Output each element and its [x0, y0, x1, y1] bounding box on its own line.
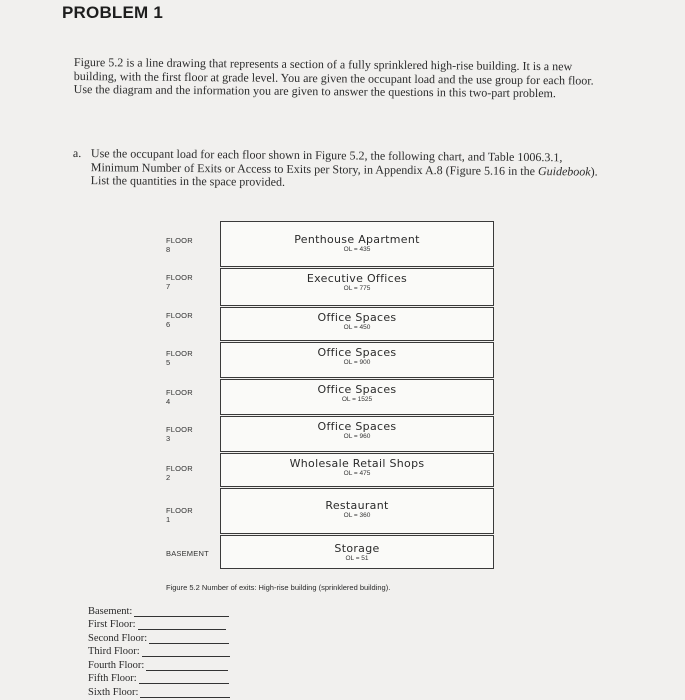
answer-blank[interactable]: [139, 673, 229, 684]
floor-occupant-load: OL = 960: [343, 433, 371, 440]
floor-occupant-load: OL = 360: [343, 512, 371, 519]
floor-box-6: [220, 307, 494, 341]
answer-label: Second Floor:: [88, 632, 148, 644]
floor-box-basement: [220, 535, 494, 569]
floor-label-1: FLOOR 1: [166, 506, 193, 524]
floor-space: Penthouse Apartment: [294, 233, 420, 246]
answer-blank[interactable]: [142, 646, 230, 657]
question-a: [73, 147, 603, 192]
floor-occupant-load: OL = 900: [343, 359, 371, 366]
answer-row-first: [88, 617, 230, 631]
intro-text: Figure 5.2 is a line drawing that represents a section of a fully sprinklered high-rise building. It is a new building, with the first floor at grade level. You are given the occupant load and the use group for each floor. Use the diagram and the information you are given to answer the questions in this two-part problem.: [73, 55, 594, 101]
floor-label-3: FLOOR 3: [166, 425, 193, 443]
floor-space: Restaurant: [325, 499, 389, 512]
question-text-part1: Use the occupant load for each floor shown in Figure 5.2, the following chart, and Table 1006.3.1, Minimum Number of Exits or Access to Exits per Story, in Appendix A.8 (Figure 5.16 in the: [90, 146, 563, 178]
answer-label: Fourth Floor:: [88, 659, 145, 671]
answer-list: [88, 603, 230, 698]
answer-blank[interactable]: [134, 606, 229, 617]
answer-row-fourth: [88, 657, 230, 671]
floor-space: Office Spaces: [317, 311, 397, 324]
floor-occupant-load: OL = 775: [343, 285, 371, 292]
floor-label-7: FLOOR 7: [166, 273, 193, 291]
answer-row-sixth: [88, 684, 230, 698]
floor-label-2: FLOOR 2: [166, 464, 193, 482]
floor-label-8: FLOOR 8: [166, 236, 193, 254]
floor-space: Storage: [334, 542, 380, 555]
answer-label: First Floor:: [88, 619, 136, 630]
floor-occupant-load: OL = 51: [345, 555, 369, 562]
question-text-emphasis: Guidebook: [537, 163, 591, 179]
question-letter: a.: [72, 146, 82, 161]
answer-label: Sixth Floor:: [88, 686, 139, 698]
answer-blank[interactable]: [140, 687, 230, 698]
answer-row-basement: [88, 603, 230, 617]
floor-occupant-load: OL = 475: [343, 470, 371, 477]
floor-occupant-load: OL = 435: [343, 246, 371, 253]
question-text: [91, 147, 603, 192]
floor-space: Executive Offices: [306, 272, 408, 285]
floor-label-basement: BASEMENT: [166, 549, 209, 558]
floor-space: Office Spaces: [317, 346, 397, 359]
answer-label: Fifth Floor:: [88, 673, 137, 684]
answer-row-second: [88, 630, 230, 644]
answer-row-fifth: [88, 671, 230, 685]
problem-title: PROBLEM 1: [62, 3, 163, 22]
floor-box-7: [220, 268, 494, 306]
floor-box-5: [220, 342, 494, 378]
floor-box-2: [220, 453, 494, 487]
floor-label-4: FLOOR 4: [166, 388, 193, 406]
intro-paragraph: [74, 56, 604, 101]
answer-blank[interactable]: [138, 619, 226, 630]
caption-text: Number of exits: High-rise building (sprinklered building).: [199, 583, 391, 592]
floor-occupant-load: OL = 450: [343, 324, 371, 331]
caption-figure-number: Figure 5.2: [166, 583, 200, 592]
floor-space: Office Spaces: [317, 420, 397, 433]
floor-box-3: [220, 416, 494, 452]
answer-row-third: [88, 644, 230, 658]
answer-label: Basement:: [88, 605, 133, 617]
floor-space: Wholesale Retail Shops: [289, 457, 425, 470]
figure-caption: [166, 583, 390, 592]
floor-space: Office Spaces: [317, 383, 397, 396]
answer-label: Third Floor:: [88, 646, 140, 657]
question-text-part2: ). List the quantities in the space provided.: [90, 164, 598, 189]
floor-box-4: [220, 379, 494, 415]
floor-label-6: FLOOR 6: [166, 311, 193, 329]
answer-blank[interactable]: [146, 660, 228, 671]
floor-box-1: [220, 488, 494, 534]
answer-blank[interactable]: [149, 633, 229, 644]
floor-label-5: FLOOR 5: [166, 349, 193, 367]
floor-box-8: [220, 221, 494, 267]
floor-occupant-load: OL = 1525: [341, 396, 373, 403]
